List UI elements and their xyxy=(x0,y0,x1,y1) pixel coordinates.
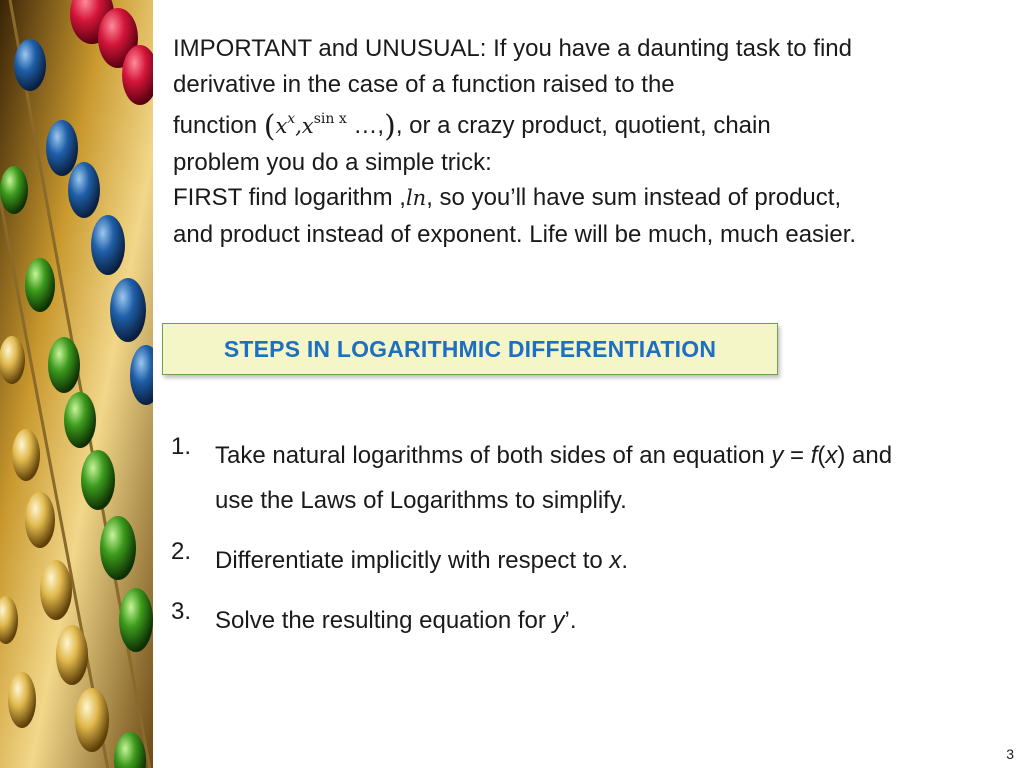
slide-number: 3 xyxy=(1006,746,1014,762)
intro-line-1: IMPORTANT and UNUSUAL: If you have a daunting task to find xyxy=(173,35,852,62)
abacus-decorative-image xyxy=(0,0,153,768)
var-x: x xyxy=(609,547,622,574)
intro-line-3-prefix: function xyxy=(173,112,264,139)
step-number: 1. xyxy=(171,433,192,460)
steps-title-box xyxy=(162,323,778,375)
intro-line-2: derivative in the case of a function raised to the xyxy=(173,70,675,98)
var-f: f xyxy=(810,442,818,469)
intro-paragraph xyxy=(173,31,1013,252)
step-1-text: Take natural logarithms of both sides of an equation xyxy=(215,442,772,469)
var-x: x xyxy=(825,442,838,469)
steps-list xyxy=(171,433,1024,658)
step-text xyxy=(215,598,1024,643)
intro-line-5-prefix: FIRST find logarithm , xyxy=(173,184,406,211)
math-separator: , xyxy=(295,114,302,138)
step-item-3 xyxy=(171,598,1024,643)
equals-sign: = xyxy=(783,442,811,469)
var-y: y xyxy=(771,442,784,469)
step-item-2 xyxy=(171,538,1024,583)
math-ln: ln xyxy=(405,186,427,210)
close-paren: ) xyxy=(384,109,396,144)
prime-period: ’. xyxy=(564,607,577,634)
open-paren: ( xyxy=(263,109,276,144)
step-text xyxy=(215,538,1024,583)
var-y: y xyxy=(552,607,565,634)
intro-line-5 xyxy=(173,180,1013,217)
step-1-text-line-2: use the Laws of Logarithms to simplify. xyxy=(215,487,627,514)
step-number: 3. xyxy=(171,598,192,625)
intro-line-5-suffix: , so you’ll have sum instead of product, xyxy=(426,184,842,211)
period: . xyxy=(621,547,629,574)
math-exponent-sinx: sin x xyxy=(313,111,347,127)
right-paren-and: ) and xyxy=(837,442,893,469)
step-number: 2. xyxy=(171,538,192,565)
math-x-power-x xyxy=(275,111,347,138)
math-base-x: x xyxy=(275,114,288,138)
step-3-text: Solve the resulting equation for xyxy=(215,607,553,634)
intro-line-6: and product instead of exponent. Life will be much, much easier. xyxy=(173,220,857,248)
intro-line-3 xyxy=(173,102,1013,145)
intro-line-4: problem you do a simple trick: xyxy=(173,148,492,176)
math-exponent-x: x xyxy=(287,111,296,127)
math-ellipsis: …, xyxy=(346,112,385,139)
steps-title: STEPS IN LOGARITHMIC DIFFERENTIATION xyxy=(223,335,717,362)
math-base-x2: x xyxy=(301,114,314,138)
intro-line-3-suffix: , or a crazy product, quotient, chain xyxy=(395,112,771,139)
step-2-text: Differentiate implicitly with respect to xyxy=(215,547,610,574)
step-item-1 xyxy=(171,433,1024,523)
step-text xyxy=(215,433,1024,523)
abacus-illustration xyxy=(0,0,153,768)
left-paren: ( xyxy=(817,442,826,469)
